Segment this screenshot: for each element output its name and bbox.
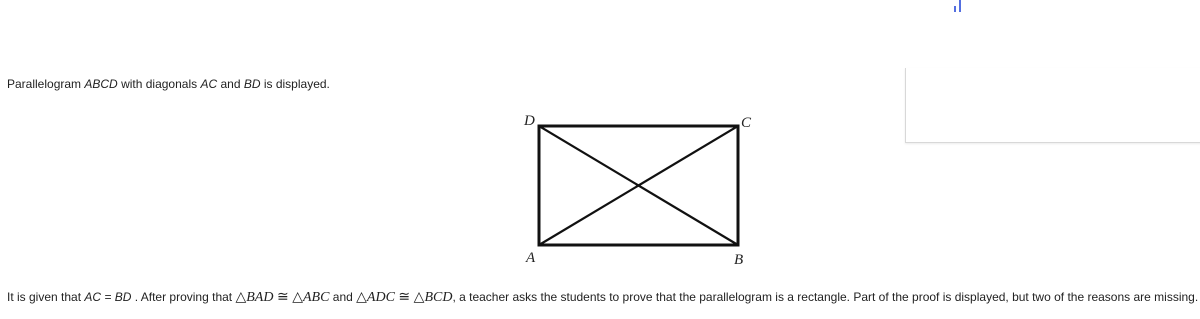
proof-statement <box>7 289 1198 306</box>
rectangle-figure <box>515 108 775 270</box>
intro-and: and <box>220 77 244 91</box>
intro-prefix: Parallelogram <box>7 77 85 91</box>
congruence-adc-bcd: △ADC ≅ △BCD <box>356 290 453 305</box>
intro-shape-name: ABCD <box>84 77 118 91</box>
intro-diagonal-ac: AC <box>200 77 218 91</box>
statement-part1: It is given that <box>7 290 85 304</box>
congruence-bad-abc: △BAD ≅ △ABC <box>235 290 330 305</box>
vertex-label-a: A <box>526 250 536 266</box>
text-cursor-icon <box>953 0 967 16</box>
statement-and: and <box>332 290 357 304</box>
vertex-label-d: D <box>524 113 535 129</box>
statement-part3: , a teacher asks the students to prove that the parallelogram is a rectangle. Part of the proof is displayed, but two of the reasons are missing. <box>452 290 1199 304</box>
intro-suffix: is displayed. <box>263 77 330 91</box>
statement-given: AC = BD <box>84 290 132 304</box>
answer-panel <box>905 68 1200 143</box>
vertex-label-b: B <box>734 252 744 268</box>
vertex-label-c: C <box>741 115 752 131</box>
intro-diagonal-bd: BD <box>243 77 261 91</box>
intro-middle: with diagonals <box>121 77 201 91</box>
statement-part2: . After proving that <box>134 290 236 304</box>
intro-text <box>7 77 330 91</box>
